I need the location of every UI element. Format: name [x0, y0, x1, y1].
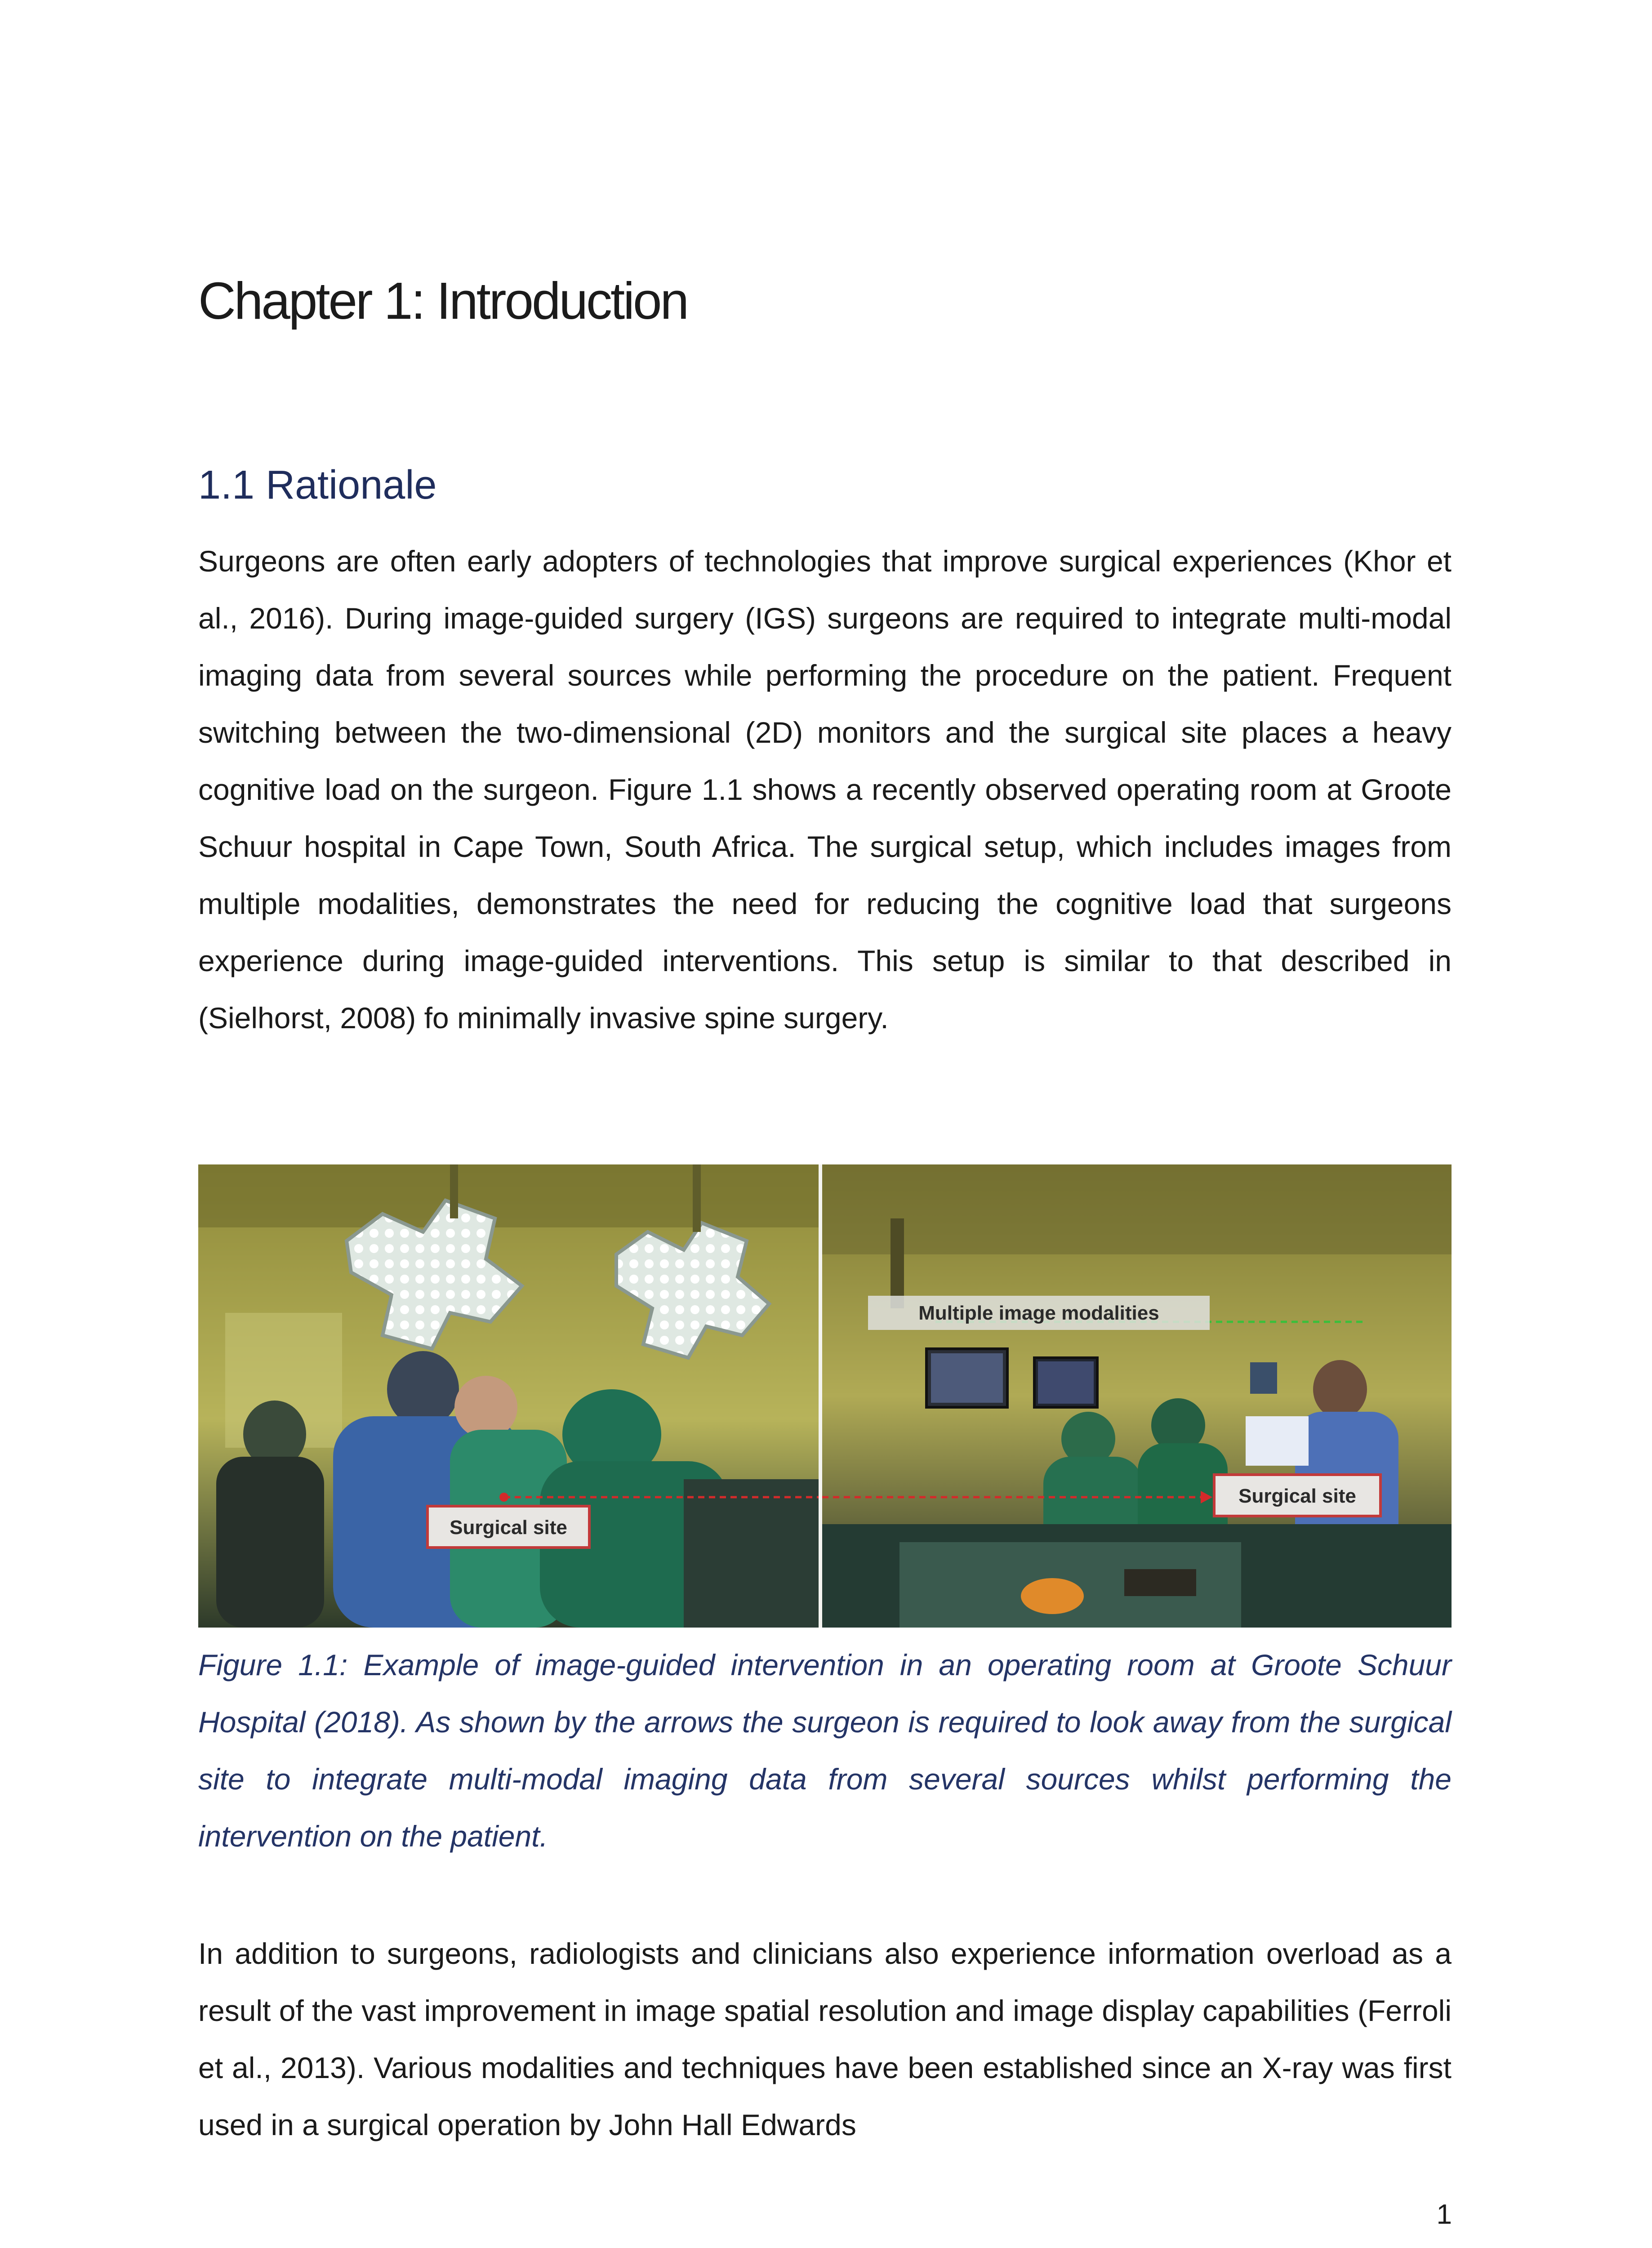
paragraph-rationale: Surgeons are often early adopters of technologies that improve surgical experiences (Khor et al., 2016). During image-guided surgery (IGS) surgeons are required to integrate multi-modal imaging data from several sources while performing the procedure on the patient. Frequent switching between the two-dimensional (2D) monitors and the surgical site places a heavy cognitive load on the surgeon. Figure 1.1 shows a recently observed operating room at Groote Schuur hospital in Cape Town, South Africa. The surgical setup, which includes images from multiple modalities, demonstrates the need for reducing the cognitive load that surgeons experience during image-guided interventions. This setup is similar to that described in (Sielhorst, 2008) fo minimally invasive spine surgery. — [198, 544, 1452, 1035]
multiple-modalities-label — [868, 1296, 1210, 1330]
chapter-title: Chapter 1: Introduction — [198, 272, 688, 330]
right-surgical-site-text: Surgical site — [1238, 1485, 1356, 1507]
operating-room-photo — [198, 1164, 1452, 1628]
left-surgical-site-text: Surgical site — [450, 1517, 567, 1539]
left-surgical-site-label — [427, 1506, 589, 1548]
right-photo-panel — [822, 1164, 1452, 1628]
right-surgical-site-label — [1214, 1475, 1380, 1516]
multiple-modalities-text: Multiple image modalities — [918, 1302, 1159, 1324]
operating-room-figure — [198, 1164, 1452, 1628]
figure-caption: Figure 1.1: Example of image-guided intervention in an operating room at Groote Schuur Hospital (2018). As shown by the arrows the surgeon is required to look away from the surgical site to integrate multi-modal imaging data from several sources whilst performing the intervention on the patient. — [198, 1648, 1452, 1853]
section-heading: 1.1 Rationale — [198, 463, 437, 508]
surgical-drape — [1246, 1416, 1309, 1466]
page-number: 1 — [1436, 2199, 1452, 2230]
left-photo-panel — [198, 1164, 819, 1628]
panel-divider — [819, 1164, 822, 1628]
paragraph-information-overload: In addition to surgeons, radiologists and clinicians also experience information overload as a result of the vast improvement in image spatial resolution and image display capabilities (Ferroli et al., 2013). Various modalities and techniques have been established since an X-ray was first used in a surgical operation by John Hall Edwards — [198, 1937, 1452, 2141]
